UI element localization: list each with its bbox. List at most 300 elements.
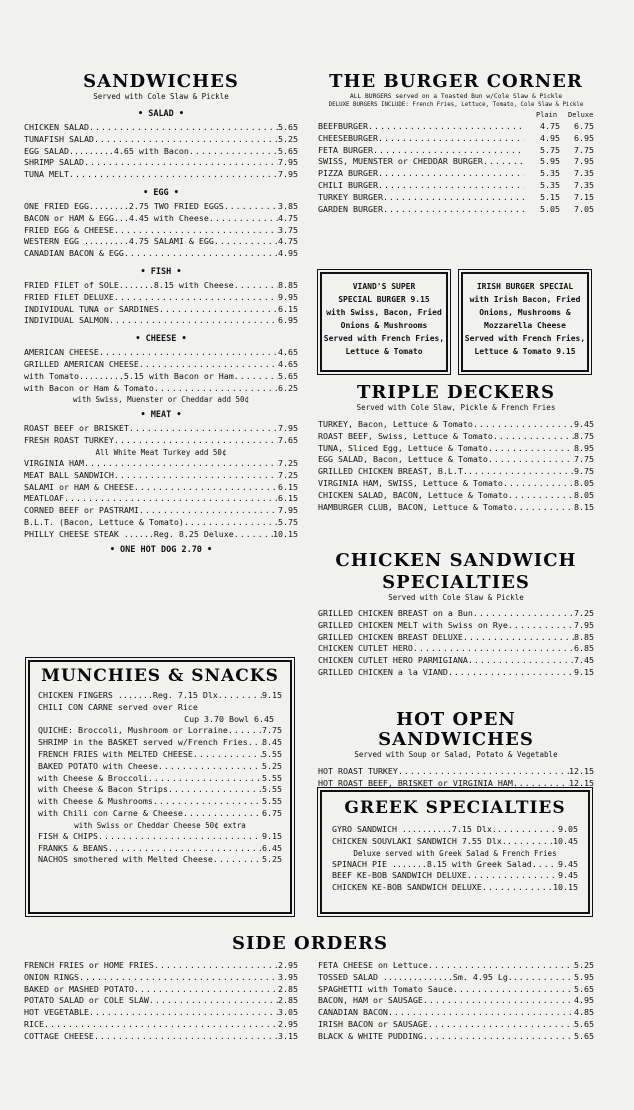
dot-leader [109, 315, 278, 327]
menu-item-row [24, 517, 298, 529]
deluxe-price: 7.35 [574, 179, 594, 190]
menu-item-row [24, 482, 298, 494]
chicken-section [318, 551, 594, 679]
menu-item-row [318, 1019, 594, 1031]
item-name: ROAST BEEF, Swiss, Lettuce & Tomato [318, 430, 493, 441]
burger-section [318, 72, 594, 215]
dot-leader [423, 1031, 574, 1043]
menu-item-row [38, 808, 282, 820]
dot-leader [488, 443, 574, 455]
box-line: Onions & Mushrooms [340, 321, 428, 330]
meat-note: All White Meat Turkey add 50¢ [95, 447, 227, 457]
item-name: GRILLED CHICKEN MELT with Swiss on Rye [318, 619, 508, 630]
item-name: BACON or HAM & EGG...4.45 with Cheese [24, 212, 209, 223]
dot-leader [388, 1007, 574, 1019]
menu-item-row [24, 280, 298, 292]
triple-subtitle: Served with Cole Slaw, Pickle & French Fries [356, 403, 556, 412]
dot-leader [513, 972, 574, 984]
item-name: PHILLY CHEESE STEAK ......Reg. 8.25 Deluxe [24, 528, 234, 539]
menu-item-row [38, 854, 282, 866]
item-price: 6.15 [278, 481, 298, 492]
item-name: GRILLED CHICKEN a la VIAND [318, 666, 448, 677]
menu-item-row [318, 419, 594, 431]
item-name: with Bacon or Ham & Tomato [24, 382, 154, 393]
super-burger-box [320, 272, 448, 372]
item-name: with Cheese & Bacon Strips [38, 784, 168, 795]
box-line: IRISH BURGER SPECIAL [476, 282, 574, 291]
dot-leader [98, 831, 262, 843]
menu-item-row [318, 632, 594, 644]
item-price: 8.85 [278, 279, 298, 290]
item-price: 7.25 [278, 469, 298, 480]
menu-item-row [24, 371, 298, 383]
meat-list-b [24, 458, 298, 541]
item-price: 7.25 [574, 608, 594, 618]
menu-item-row [38, 725, 282, 737]
item-price: 7.95 [278, 169, 298, 180]
item-price: 6.95 [278, 315, 298, 326]
menu-item-row [318, 478, 594, 490]
dot-leader [139, 359, 278, 371]
cheese-header: • CHEESE • [135, 334, 187, 345]
dot-leader [154, 960, 278, 972]
menu-item-row [318, 466, 594, 478]
dot-leader [488, 454, 574, 466]
item-name: BACON, HAM or SAUSAGE [318, 995, 423, 1006]
dot-leader [508, 620, 574, 632]
item-name: with Cheese & Broccoli [38, 772, 148, 783]
menu-item-row [24, 315, 298, 327]
triple-section [318, 383, 594, 513]
dot-leader [463, 632, 574, 644]
burger-row [318, 168, 594, 180]
deluxe-price: 7.75 [574, 144, 594, 155]
burger-col-headers [318, 110, 594, 121]
menu-item-row [38, 831, 282, 843]
item-name: FRENCH FRIES with MELTED CHEESE [38, 748, 193, 759]
item-price: 9.15 [262, 690, 282, 700]
item-name: BEEF KE-BOB SANDWICH DELUXE [332, 870, 467, 881]
item-price: 8.85 [574, 631, 594, 642]
dot-leader [413, 643, 574, 655]
dot-leader [467, 870, 558, 882]
box-line: Lettuce & Tomato 9.15 [474, 347, 576, 356]
menu-item-row [24, 292, 298, 304]
item-price: 8.15 [574, 501, 594, 512]
dot-leader [89, 122, 278, 134]
box-line: Onions, Mushrooms & [479, 308, 571, 317]
item-name: INDIVIDUAL SALMON [24, 315, 109, 326]
salad-header: • SALAD • [137, 109, 185, 119]
deluxe-col-header: Deluxe [568, 111, 594, 119]
menu-item-row [318, 620, 594, 632]
item-name: FRESH ROAST TURKEY [24, 435, 114, 446]
item-name: NACHOS smothered with Melted Cheese [38, 854, 213, 865]
dot-leader [383, 204, 524, 216]
menu-item-row [24, 493, 298, 505]
item-name: FETA BURGER [318, 144, 373, 155]
burger-row [318, 145, 594, 157]
dot-leader [64, 493, 278, 505]
item-name: CHICKEN KE-BOB SANDWICH DELUXE [332, 882, 482, 893]
dot-leader [148, 773, 262, 785]
dot-leader [234, 371, 278, 383]
item-price: 4.75 [278, 212, 298, 223]
item-price: 8.05 [574, 477, 594, 488]
box-line: with Swiss, Bacon, Fried [326, 308, 442, 317]
item-price: 6.45 [262, 842, 282, 853]
triple-list [318, 419, 594, 513]
item-name: SWISS, MUENSTER or CHEDDAR BURGER [318, 156, 483, 167]
item-name: HOT ROAST TURKEY [318, 766, 398, 776]
item-name: TURKEY BURGER [318, 191, 383, 202]
dot-leader [483, 156, 524, 168]
menu-item-row [24, 122, 298, 134]
menu-item-row [38, 773, 282, 785]
item-name: TOSSED SALAD ..............Sm. 4.95 Lg. [318, 971, 513, 982]
menu-item-row [24, 146, 298, 158]
fish-header: • FISH • [140, 266, 182, 277]
item-name: SHRIMP SALAD [24, 157, 84, 168]
irish-burger-box [461, 272, 589, 372]
menu-item-row [318, 972, 594, 984]
item-name: GYRO SANDWICH ..........7.15 Dlx. [332, 824, 497, 834]
item-name: B.L.T. (Bacon, Lettuce & Tomato) [24, 516, 184, 527]
item-name: EGG SALAD, Bacon, Lettuce & Tomato [318, 454, 488, 465]
item-price: 9.15 [262, 830, 282, 841]
item-price: 5.95 [574, 971, 594, 982]
item-name: HAMBURGER CLUB, BACON, Lettuce & Tomato [318, 501, 513, 512]
burger-list [318, 121, 594, 215]
burger-row [318, 180, 594, 192]
dot-leader [94, 134, 278, 146]
menu-item-row [24, 347, 298, 359]
dot-leader [224, 201, 278, 213]
menu-item-row [318, 778, 594, 790]
dot-leader [213, 854, 262, 866]
item-name: CANADIAN BACON [318, 1007, 388, 1018]
dot-leader [214, 236, 278, 248]
deluxe-price: 6.75 [574, 121, 594, 131]
menu-item-row [332, 836, 578, 848]
menu-item-row [24, 984, 298, 996]
hot-dog: • ONE HOT DOG 2.70 • [109, 544, 213, 555]
item-name: WESTERN EGG .........4.75 SALAMI & EGG [24, 236, 214, 247]
item-price: 7.95 [278, 423, 298, 434]
item-name: GRILLED AMERICAN CHEESE [24, 358, 139, 369]
item-price: 5.65 [278, 145, 298, 156]
dot-leader [453, 984, 574, 996]
item-name: CORNED BEEF or PASTRAMI [24, 505, 139, 516]
item-price: 2.95 [278, 1018, 298, 1029]
dot-leader [134, 482, 278, 494]
box-line: Served with French Fries, [464, 334, 586, 343]
dot-leader [134, 984, 278, 996]
item-name: COTTAGE CHEESE [24, 1030, 94, 1041]
item-price: 6.85 [574, 643, 594, 654]
item-name: SPAGHETTI with Tomato Sauce [318, 983, 453, 994]
dot-leader [114, 435, 278, 447]
chicken-list [318, 608, 594, 679]
menu-item-row [318, 502, 594, 514]
menu-item-row [38, 796, 282, 808]
dot-leader [482, 882, 553, 894]
item-price: 4.95 [574, 995, 594, 1006]
hot-open-section [318, 710, 594, 790]
item-name: IRISH BACON or SAUSAGE [318, 1018, 428, 1029]
item-price: 5.75 [278, 516, 298, 527]
dot-leader [234, 529, 273, 541]
menu-item-row [332, 824, 578, 836]
dot-leader [234, 280, 278, 292]
item-price: 6.25 [278, 382, 298, 393]
menu-item-row [318, 1031, 594, 1043]
item-price: 4.85 [574, 1007, 594, 1018]
menu-item-row [24, 201, 298, 213]
item-price: 9.45 [558, 858, 578, 869]
box-line: Lettuce & Tomato [345, 347, 423, 356]
menu-item-row [24, 213, 298, 225]
box-line: Served with French Fries, [323, 334, 445, 343]
dot-leader [223, 690, 262, 702]
dot-leader [468, 655, 574, 667]
dot-leader [503, 478, 574, 490]
menu-item-row [318, 431, 594, 443]
item-price: 5.55 [262, 748, 282, 759]
menu-item-row [24, 359, 298, 371]
item-price: 8.05 [574, 489, 594, 500]
menu-item-row [24, 423, 298, 435]
item-price: 2.85 [278, 983, 298, 994]
item-price: 8.95 [574, 442, 594, 453]
potato-note: with Swiss or Cheddar Cheese 50¢ extra [74, 820, 246, 830]
burger-title: THE BURGER CORNER [329, 71, 583, 92]
item-name: RICE [24, 1018, 44, 1029]
deluxe-price: 7.05 [574, 203, 594, 214]
item-name: BAKED or MASHED POTATO [24, 983, 134, 994]
item-price: 10.45 [553, 835, 578, 846]
item-name: FISH & CHIPS [38, 830, 98, 841]
item-name: FRANKS & BEANS [38, 842, 108, 853]
menu-item-row [24, 1007, 298, 1019]
item-price: 9.95 [278, 291, 298, 302]
sandwiches-section [24, 72, 298, 558]
menu-item-row [24, 169, 298, 181]
item-name: MEATLOAF [24, 493, 64, 504]
item-name: HOT ROAST BEEF, BRISKET or VIRGINIA HAM [318, 777, 513, 788]
item-name: SALAMI or HAM & CHEESE [24, 481, 134, 492]
menu-item-row [24, 225, 298, 237]
cheese-note: with Swiss, Muenster or Cheddar add 50¢ [72, 395, 250, 405]
dot-leader [428, 960, 574, 972]
chicken-title-2: SPECIALTIES [382, 572, 530, 593]
chili-price: Cup 3.70 Bowl 6.45 [184, 713, 274, 724]
item-price: 6.75 [262, 807, 282, 818]
burger-row [318, 156, 594, 168]
item-price: 2.85 [278, 995, 298, 1006]
item-price: 9.45 [574, 419, 594, 429]
menu-item-row [38, 737, 282, 749]
item-price: 3.05 [278, 1007, 298, 1018]
item-name: GRILLED CHICKEN BREAST DELUXE [318, 631, 463, 642]
greek-list-b [332, 859, 578, 894]
item-name: QUICHE: Broccoli, Mushroom or Lorraine [38, 725, 228, 736]
burger-row [318, 133, 594, 145]
box-line: with Irish Bacon, Fried [469, 295, 581, 304]
plain-price: 4.95 [540, 132, 560, 143]
item-name: GARDEN BURGER [318, 203, 383, 214]
burger-row [318, 121, 594, 133]
dot-leader [168, 784, 262, 796]
dot-leader [368, 121, 524, 133]
deluxe-price: 7.35 [574, 168, 594, 179]
menu-item-row [38, 690, 282, 702]
chicken-subtitle: Served with Cole Slaw & Pickle [388, 593, 524, 602]
triple-title: TRIPLE DECKERS [357, 382, 555, 403]
item-price: 2.95 [278, 960, 298, 970]
egg-list [24, 201, 298, 260]
menu-item-row [24, 236, 298, 248]
plain-price: 5.35 [540, 168, 560, 179]
munchies-list-a [38, 690, 282, 702]
chili-price-row [38, 714, 282, 726]
dot-leader [149, 995, 278, 1007]
item-price: 3.85 [278, 200, 298, 211]
item-price: 9.15 [574, 666, 594, 677]
item-price: 5.65 [574, 1018, 594, 1029]
item-price: 5.55 [262, 796, 282, 807]
item-name: TURKEY, Bacon, Lettuce & Tomato [318, 419, 473, 429]
plain-col-header: Plain [536, 111, 558, 119]
menu-item-row [24, 529, 298, 541]
item-price: 5.65 [574, 1030, 594, 1041]
menu-item-row [318, 984, 594, 996]
dot-leader [79, 972, 278, 984]
item-name: BEEFBURGER [318, 121, 368, 131]
menu-item-row [332, 859, 578, 871]
burger-row [318, 204, 594, 216]
item-price: 6.15 [278, 303, 298, 314]
menu-item-row [24, 157, 298, 169]
menu-item-row [24, 505, 298, 517]
sandwiches-subtitle: Served with Cole Slaw & Pickle [93, 92, 229, 101]
item-name: VIRGINIA HAM, SWISS, Lettuce & Tomato [318, 477, 503, 488]
dot-leader [193, 749, 262, 761]
item-name: GRILLED CHICKEN BREAST on a Bun [318, 608, 473, 618]
dot-leader [189, 146, 278, 158]
item-price: 7.65 [278, 435, 298, 446]
menu-item-row [24, 960, 298, 972]
item-name: BLACK & WHITE PUDDING [318, 1030, 423, 1041]
item-name: MEAT BALL SANDWICH [24, 469, 114, 480]
plain-price: 4.75 [540, 121, 560, 131]
plain-price: 5.35 [540, 179, 560, 190]
item-price: 10.15 [553, 882, 578, 893]
greek-box [320, 790, 590, 914]
item-price: 10.15 [273, 528, 298, 539]
box-line: Mozzarella Cheese [484, 321, 566, 330]
menu-item-row [332, 870, 578, 882]
item-name: FRENCH FRIES or HOME FRIES [24, 960, 154, 970]
deluxe-price: 7.15 [574, 191, 594, 202]
item-name: SPINACH PIE .......8.15 with Greek Salad [332, 858, 532, 869]
burger-sub2: DELUXE BURGERS INCLUDE: French Fries, Lettuce, Tomato, Cole Slaw & Pickle [328, 102, 584, 108]
item-price: 5.25 [278, 133, 298, 144]
dot-leader [154, 383, 278, 395]
item-name: CHICKEN FINGERS .......Reg. 7.15 Dlx. [38, 690, 223, 700]
menu-item-row [332, 882, 578, 894]
irish-burger-text [463, 280, 587, 358]
item-price: 3.95 [278, 971, 298, 982]
dot-leader [378, 168, 524, 180]
item-name: CHEESEBURGER [318, 132, 378, 143]
menu-item-row [38, 843, 282, 855]
chili-row [38, 702, 282, 714]
dot-leader [448, 667, 574, 679]
menu-item-row [24, 1019, 298, 1031]
item-price: 5.65 [278, 122, 298, 132]
dot-leader [473, 419, 574, 431]
dot-leader [153, 796, 262, 808]
dot-leader [114, 470, 278, 482]
menu-item-row [38, 784, 282, 796]
egg-header: • EGG • [143, 187, 179, 198]
side-right [318, 960, 594, 1043]
item-price: 12.15 [569, 766, 594, 776]
side-left [24, 960, 298, 1043]
menu-item-row [24, 435, 298, 447]
item-name: ONE FRIED EGG........2.75 TWO FRIED EGGS [24, 200, 224, 211]
menu-item-row [24, 972, 298, 984]
item-price: 7.95 [278, 505, 298, 516]
item-name: BAKED POTATO with Cheese [38, 760, 158, 771]
dot-leader [248, 737, 262, 749]
dot-leader [114, 225, 278, 237]
munchies-box [28, 660, 292, 914]
greek-note: Deluxe served with Greek Salad & French Fries [353, 848, 557, 858]
item-price: 5.25 [262, 854, 282, 865]
dot-leader [183, 808, 262, 820]
item-name: CHICKEN CUTLET HERO PARMIGIANA [318, 655, 468, 666]
item-price: 7.45 [574, 655, 594, 666]
side-title: SIDE ORDERS [232, 933, 388, 954]
dot-leader [108, 843, 262, 855]
item-price: 7.75 [262, 725, 282, 736]
item-name: POTATO SALAD or COLE SLAW [24, 995, 149, 1006]
dot-leader [124, 248, 278, 260]
salad-list [24, 122, 298, 181]
hot-open-list [318, 766, 594, 790]
dot-leader [209, 213, 278, 225]
item-price: 8.45 [262, 737, 282, 748]
item-name: ROAST BEEF or BRISKET [24, 423, 129, 434]
item-price: 7.25 [278, 457, 298, 468]
item-price: 9.45 [558, 870, 578, 881]
item-name: FRIED EGG & CHEESE [24, 224, 114, 235]
menu-item-row [318, 766, 594, 778]
item-name: TUNA, Sliced Egg, Lettuce & Tomato [318, 442, 488, 453]
item-price: 6.15 [278, 493, 298, 504]
menu-item-row [24, 383, 298, 395]
item-price: 8.75 [574, 430, 594, 441]
dot-leader [473, 608, 574, 620]
item-price: 5.65 [278, 370, 298, 381]
cheese-list [24, 347, 298, 394]
meat-header: • MEAT • [140, 410, 182, 421]
item-name: with Chili con Carne & Cheese [38, 807, 183, 818]
item-price: 7.75 [574, 454, 594, 465]
dot-leader [532, 859, 558, 871]
